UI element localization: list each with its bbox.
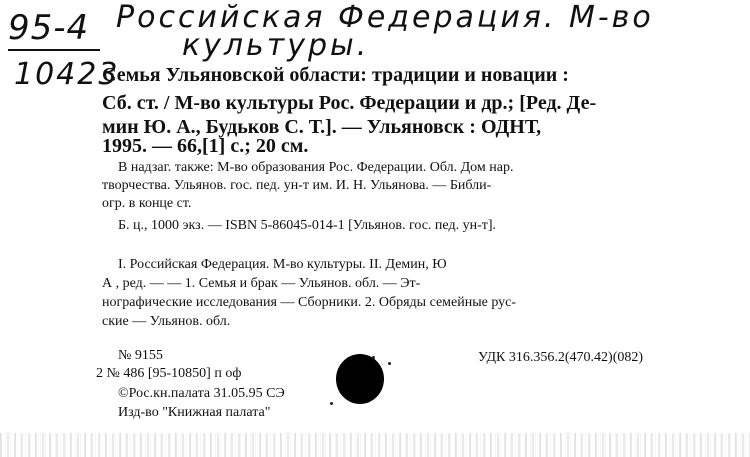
scan-noise [0,433,750,457]
record-number-1: № 9155 [118,348,163,363]
note-line-2: творчества. Ульянов. гос. пед. ун-т им. И. Н. Ульянова. — Библи- [102,178,492,193]
publisher-line: Изд-во "Книжная палата" [118,405,271,420]
handwritten-code: 95-4 [8,8,90,48]
title-line-4: 1995. — 66,[1] с.; 20 см. [102,135,309,157]
note-line-1: В надзаг. также: М-во образования Рос. Федерации. Обл. Дом нар. [118,160,514,175]
ink-speck [330,402,333,405]
title-line-1: Семья Ульяновской области: традиции и новации : [102,64,569,86]
ink-blot [336,354,384,404]
title-line-3: мин Ю. А., Будьков С. Т.]. — Ульяновск : ОДНТ, [102,116,542,138]
title-line-2: Сб. ст. / М-во культуры Рос. Федерации и др.; [Ред. Де- [102,92,597,114]
handwritten-org-line1: Российская Федерация. М-во [116,0,654,35]
handwritten-underline [8,49,100,51]
ink-speck [372,356,375,359]
handwritten-number: 10423 [14,57,120,92]
copyright-line: ©Рос.кн.палата 31.05.95 СЭ [118,386,285,401]
price-isbn-line: Б. ц., 1000 экз. — ISBN 5-86045-014-1 [Ульянов. гос. пед. ун-т]. [118,218,497,233]
tracing-line-3: нографические исследования — Сборники. 2. Обряды семейные рус- [102,295,517,310]
ink-speck [388,362,391,365]
note-line-3: огр. в конце ст. [102,196,192,211]
record-number-2: 2 № 486 [95-10850] п оф [96,366,242,381]
tracing-line-4: ские — Ульянов. обл. [102,314,231,329]
handwritten-org-line2: культуры. [182,28,370,63]
udk-code: УДК 316.356.2(470.42)(082) [478,350,644,365]
tracing-line-2: А , ред. — — 1. Семья и брак — Ульянов. обл. — Эт- [102,276,421,291]
tracing-line-1: I. Российская Федерация. М-во культуры. II. Демин, Ю [118,257,447,272]
